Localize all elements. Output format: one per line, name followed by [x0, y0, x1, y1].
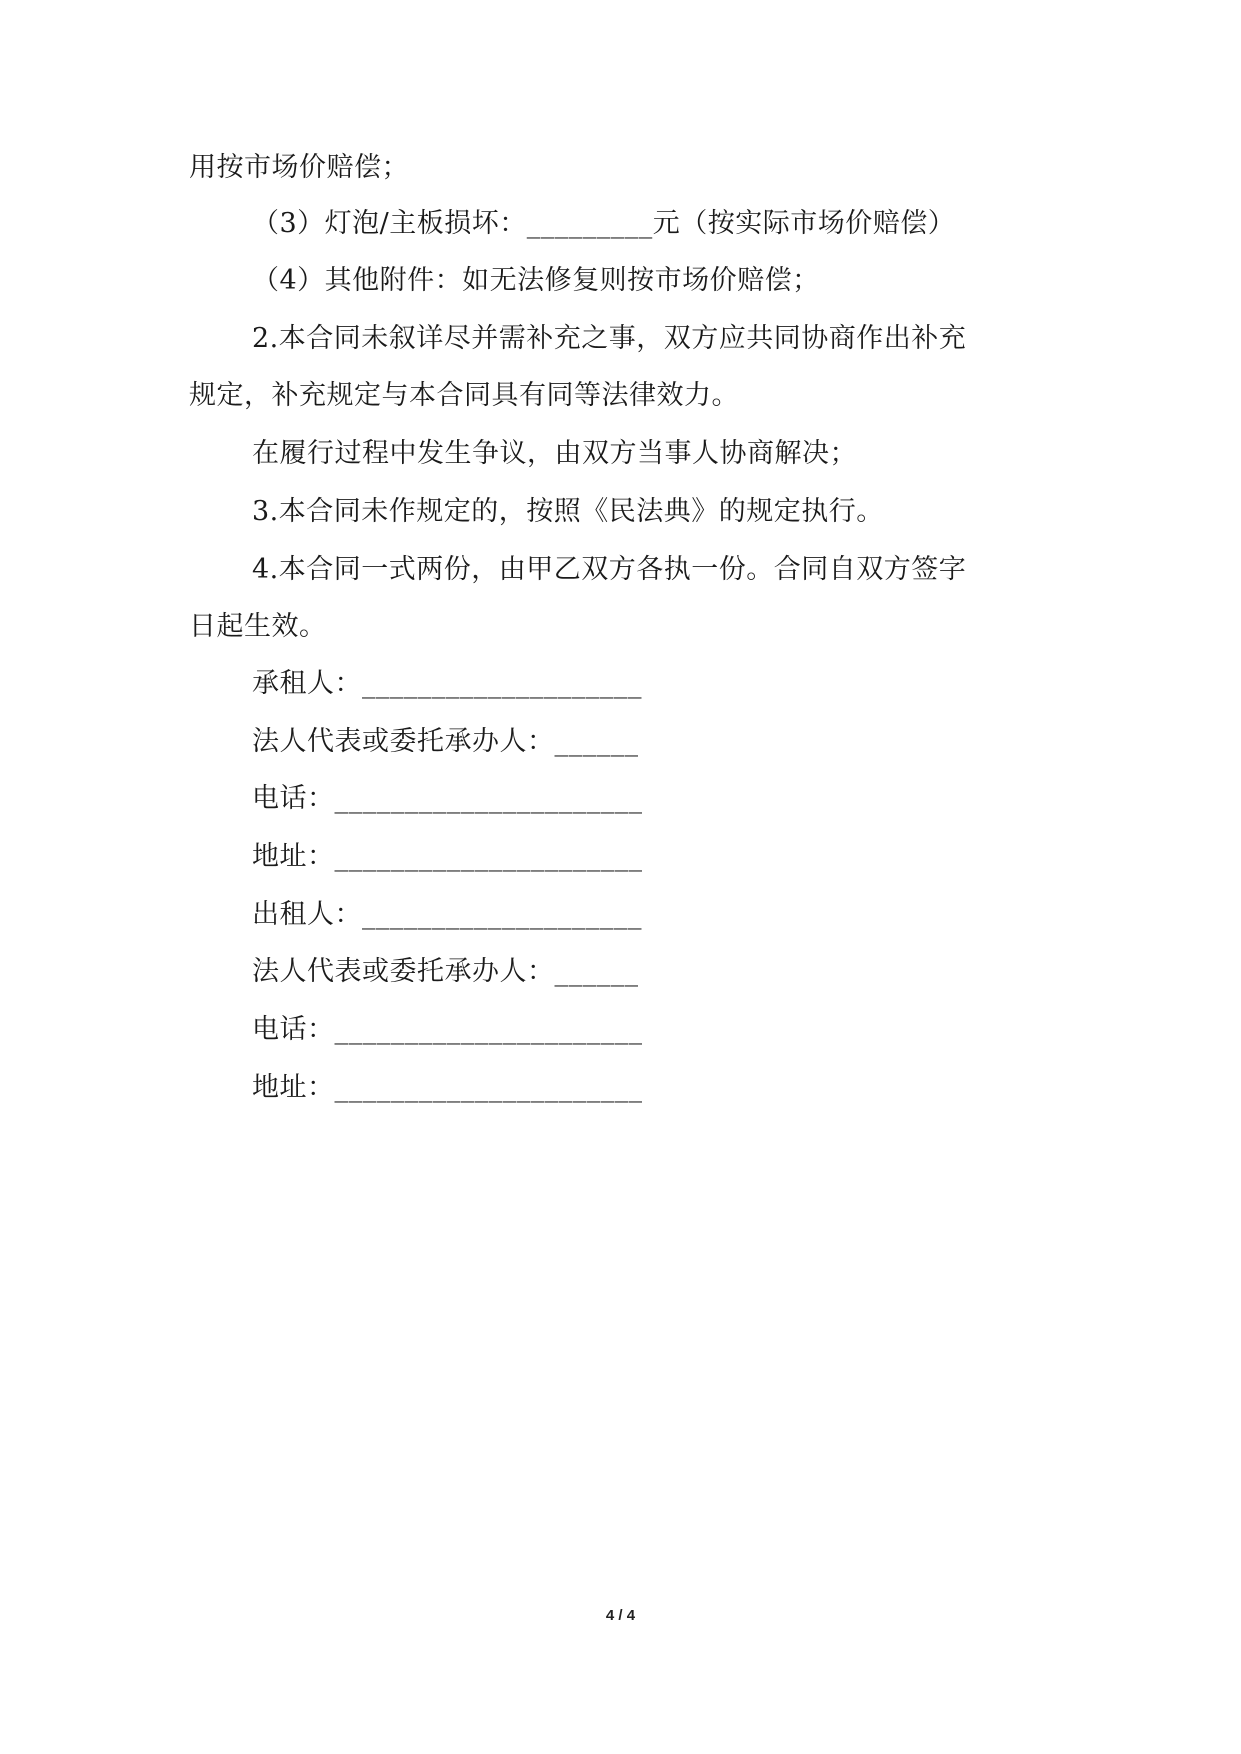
lessor-signature-line: 出租人：____________________: [252, 899, 642, 930]
paragraph-line: 3.本合同未作规定的，按照《民法典》的规定执行。: [252, 496, 884, 527]
paragraph-line: 用按市场价赔偿；: [189, 152, 409, 183]
lessor-address-line: 地址：______________________: [252, 1072, 643, 1103]
lessee-representative-line: 法人代表或委托承办人：______: [252, 726, 639, 757]
paragraph-line: 4.本合同一式两份，由甲乙双方各执一份。合同自双方签字: [252, 554, 967, 585]
paragraph-line: 2.本合同未叙详尽并需补充之事，双方应共同协商作出补充: [252, 323, 967, 354]
lessor-representative-line: 法人代表或委托承办人：______: [252, 956, 639, 987]
lessee-signature-line: 承租人：____________________: [252, 668, 642, 699]
lessee-phone-line: 电话：______________________: [252, 783, 643, 814]
paragraph-line: （3）灯泡/主板损坏：_________元（按实际市场价赔偿）: [252, 208, 956, 239]
page-number: 4 / 4: [605, 1607, 636, 1624]
paragraph-line: （4）其他附件：如无法修复则按市场价赔偿；: [252, 265, 820, 296]
paragraph-line: 日起生效。: [189, 611, 327, 642]
paragraph-line: 在履行过程中发生争议，由双方当事人协商解决；: [252, 438, 857, 469]
lessor-phone-line: 电话：______________________: [252, 1014, 643, 1045]
paragraph-line: 规定，补充规定与本合同具有同等法律效力。: [189, 380, 739, 411]
lessee-address-line: 地址：______________________: [252, 841, 643, 872]
